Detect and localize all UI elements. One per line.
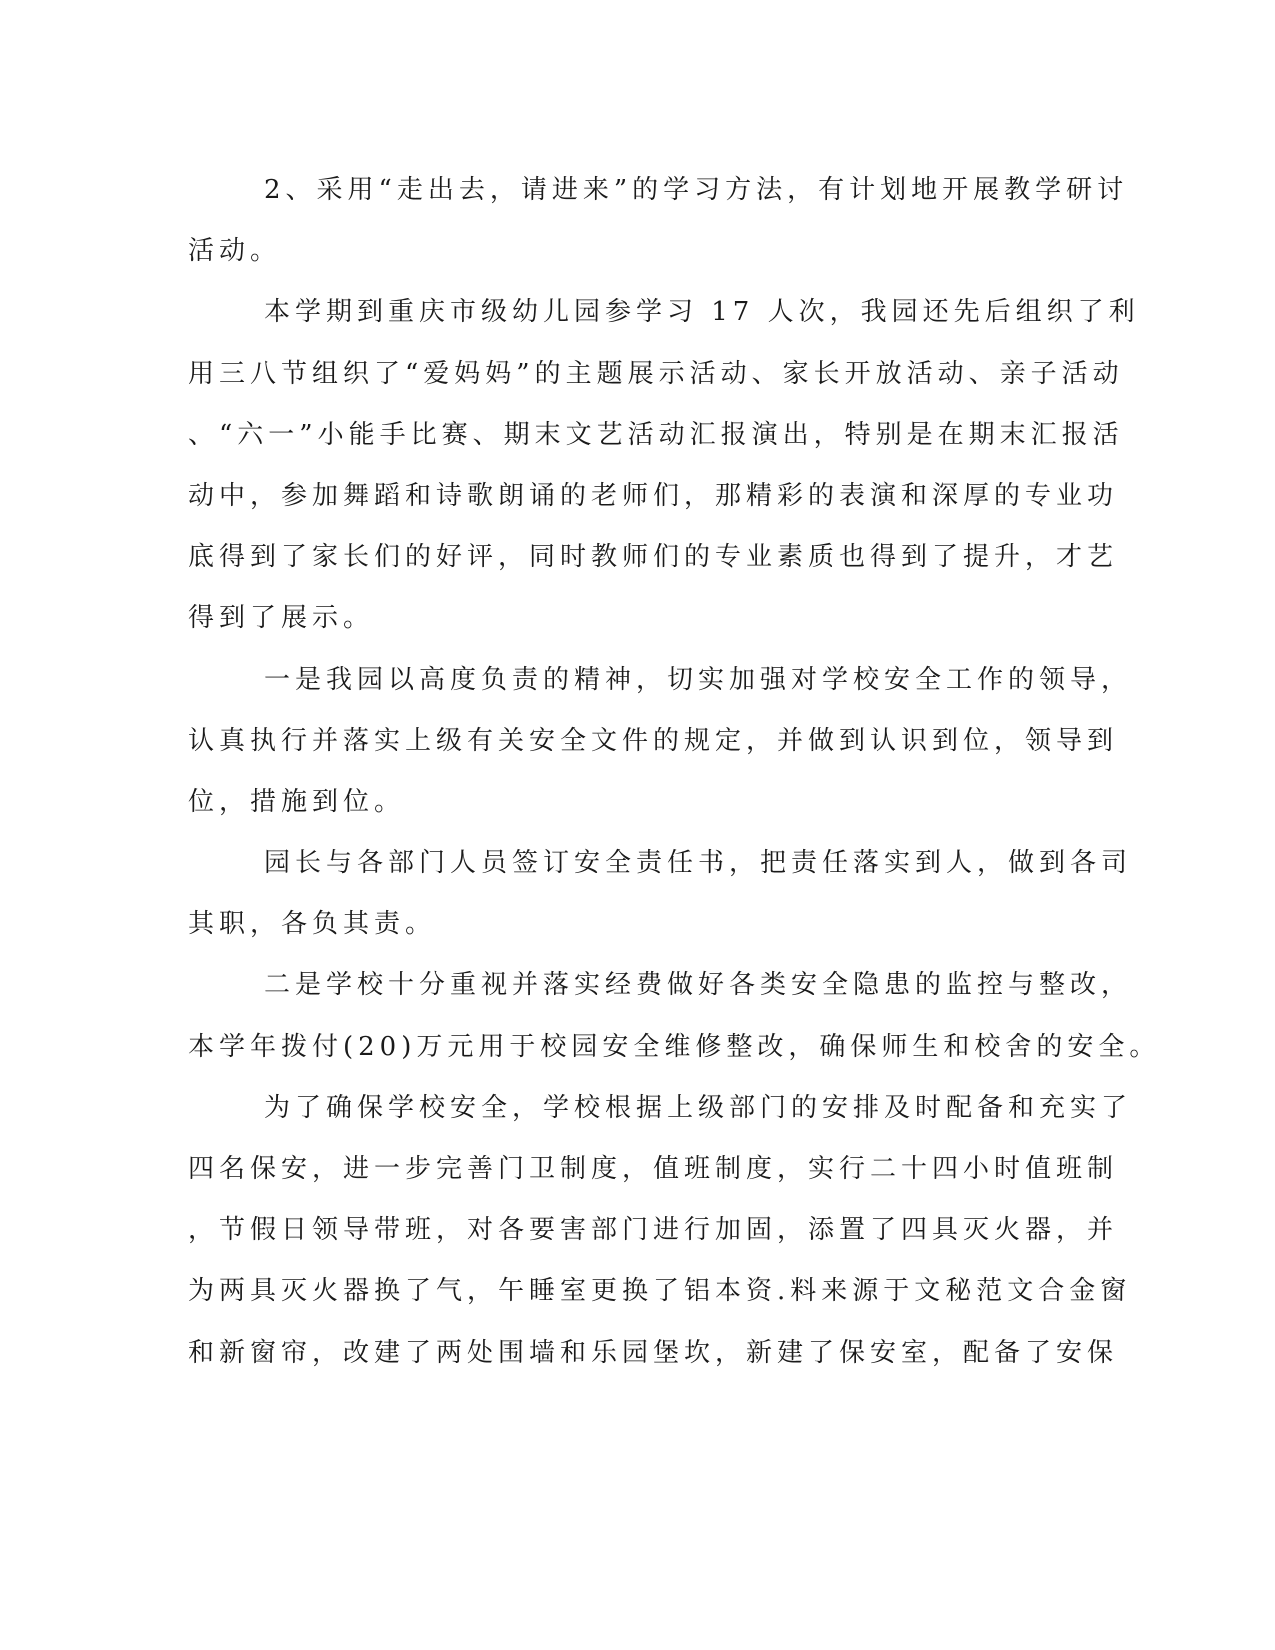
text-line: 其职，各负其责。	[188, 909, 437, 940]
paragraph	[188, 160, 1129, 282]
text-line: 底得到了家长们的好评，同时教师们的专业素质也得到了提升，才艺	[188, 542, 1119, 573]
text-line: 本学年拨付(20)万元用于校园安全维修整改，确保师生和校舍的安全。	[188, 1031, 1161, 1062]
paragraph	[188, 282, 1140, 649]
text-line: 用三八节组织了“爱妈妈”的主题展示活动、家长开放活动、亲子活动	[188, 358, 1124, 389]
paragraph	[188, 833, 1133, 955]
text-line: 为了确保学校安全，学校根据上级部门的安排及时配备和充实了	[264, 1092, 1133, 1123]
text-line: 动中，参加舞蹈和诗歌朗诵的老师们，那精彩的表演和深厚的专业功	[188, 480, 1119, 511]
text-line: 活动。	[188, 236, 282, 267]
text-line: 认真执行并落实上级有关安全文件的规定，并做到认识到位，领导到	[188, 725, 1119, 756]
body-text	[188, 160, 1161, 1384]
paragraph	[188, 650, 1133, 834]
text-line: 和新窗帘，改建了两处围墙和乐园堡坎，新建了保安室，配备了安保	[188, 1337, 1119, 1368]
text-line: 二是学校十分重视并落实经费做好各类安全隐患的监控与整改，	[264, 970, 1133, 1001]
text-line: 园长与各部门人员签订安全责任书，把责任落实到人，做到各司	[264, 848, 1133, 879]
paragraph	[188, 955, 1161, 1077]
text-line: 、“六一”小能手比赛、期末文艺活动汇报演出，特别是在期末汇报活	[188, 419, 1124, 450]
text-line: 得到了展示。	[188, 603, 375, 634]
text-line: 本学期到重庆市级幼儿园参学习 17 人次，我园还先后组织了利	[264, 297, 1140, 328]
text-line: 为两具灭火器换了气，午睡室更换了铝本资.料来源于文秘范文合金窗	[188, 1276, 1132, 1307]
text-line: 四名保安，进一步完善门卫制度，值班制度，实行二十四小时值班制	[188, 1154, 1119, 1184]
text-line: 一是我园以高度负责的精神，切实加强对学校安全工作的领导，	[264, 664, 1133, 695]
text-line: ，节假日领导带班，对各要害部门进行加固，添置了四具灭火器，并	[188, 1215, 1119, 1246]
text-line: 位，措施到位。	[188, 786, 406, 817]
text-line: 2、采用“走出去，请进来”的学习方法，有计划地开展教学研讨	[264, 175, 1129, 205]
paragraph	[188, 1078, 1133, 1384]
